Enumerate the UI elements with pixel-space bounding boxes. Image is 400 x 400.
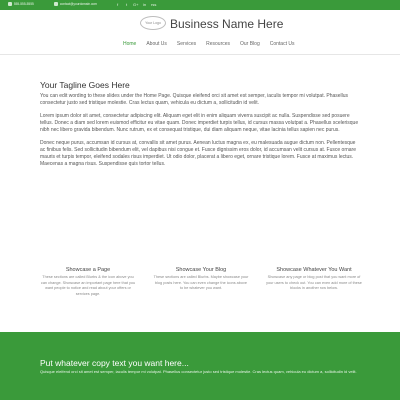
showcase-text: These sections are called Blurbs. Maybe showcase your blog posts here. You can even change the icons above to be whatever you want. bbox=[153, 275, 249, 290]
main-nav bbox=[118, 41, 299, 47]
nav-item-resources[interactable]: Resources bbox=[206, 41, 231, 47]
phone-icon bbox=[8, 2, 12, 6]
footer-text: Quisque eleifend orci sit amet est semper, iaculis tempor mi volutpat. Phasellus consectetur justo sed tristique molestie. Cras lectus quam, vehicula eu dictum a, sollicitudin id velit. bbox=[40, 369, 357, 374]
nav-item-services[interactable]: Services bbox=[176, 41, 197, 47]
email-icon bbox=[54, 2, 58, 6]
body-paragraph-1: Lorem ipsum dolor sit amet, consectetur adipiscing elit. Aliquam eget elit in enim aliquam viverra suscipit ac nulla. Suspendisse sed posuere tellus. Donec a diam sed lorem euismod efficitur eu vitae quam. Donec imperdiet turpis tellus, id cursus massa volutpat a. Phasellus scelerisque nibh nec libero gravida bibendum. Nunc rutrum, ex et consequat tristique, dui diam aliquam neque, vitae lacinia tellus sapien nec purus. bbox=[40, 113, 359, 133]
rss-icon[interactable]: rss bbox=[151, 2, 157, 7]
nav-item-about-us[interactable]: About Us bbox=[146, 41, 167, 47]
phone-number: 555-555-5555 bbox=[13, 2, 34, 6]
showcase-page bbox=[40, 267, 136, 297]
linkedin-icon[interactable]: in bbox=[142, 2, 147, 7]
showcase-text: These sections are called Blurbs & the icon above you can change. Showcase an important page here that you want people to notice and read about your offers or services page. bbox=[40, 275, 136, 296]
showcase-row bbox=[40, 267, 362, 297]
email-contact[interactable] bbox=[54, 2, 97, 7]
main-content bbox=[40, 80, 362, 174]
footer-callout bbox=[0, 332, 400, 400]
google-plus-icon[interactable]: G+ bbox=[133, 2, 139, 7]
body-paragraph-2: Donec neque purus, accumsan id cursus at, convallis sit amet purus. Aenean luctus magna ex, eu malesuada augue dictum non. Pellentesque ac finibus felis. Sed sollicitudin bibendum elit, vel dapibus nisi congue et. Fusce dignissim eros dolor, id accumsan velit cursus at. Fusce ornare mauris et turpis tempor, eleifend sodales risus imperdiet. Ut odio dolor, placerat a libero eget, ornare tristique lorem. Fusce at maximus lectus. Maecenas a magna risus. Suspendisse quis tortor tellus. bbox=[40, 140, 356, 167]
twitter-icon[interactable]: t bbox=[125, 2, 128, 7]
site-header bbox=[0, 10, 400, 55]
nav-item-home[interactable]: Home bbox=[123, 41, 137, 47]
social-links bbox=[115, 2, 156, 7]
showcase-text: Showcase any page or blog post that you want more of your users to check out. You can even add more of these blocks in another row below. bbox=[266, 275, 362, 290]
nav-item-contact-us[interactable]: Contact Us bbox=[269, 41, 295, 47]
logo-text: Your Logo bbox=[145, 21, 161, 25]
footer-title: Put whatever copy text you want here... bbox=[40, 358, 189, 368]
facebook-icon[interactable]: f bbox=[116, 2, 119, 7]
business-name[interactable]: Business Name Here bbox=[170, 17, 284, 31]
phone-contact[interactable] bbox=[8, 2, 34, 7]
showcase-whatever bbox=[266, 267, 362, 297]
showcase-title[interactable]: Showcase Your Blog bbox=[175, 267, 227, 273]
showcase-title[interactable]: Showcase a Page bbox=[65, 267, 111, 273]
showcase-blog bbox=[153, 267, 249, 297]
top-bar bbox=[0, 0, 400, 10]
nav-item-our-blog[interactable]: Our Blog bbox=[240, 41, 260, 47]
intro-paragraph: You can edit wording to these slides under the Home Page. Quisque eleifend orci sit amet est semper, iaculis tempor mi volutpat. Phasellus consectetur justo sed tristique molestie. Cras lectus quam, vehicula eu dictum a, sollicitudin id velit. bbox=[40, 93, 349, 106]
email-address: contact@yourdomain.com bbox=[59, 2, 97, 6]
tagline-heading: Your Tagline Goes Here bbox=[40, 80, 130, 90]
showcase-title[interactable]: Showcase Whatever You Want bbox=[276, 267, 352, 273]
site-logo[interactable] bbox=[140, 16, 166, 30]
